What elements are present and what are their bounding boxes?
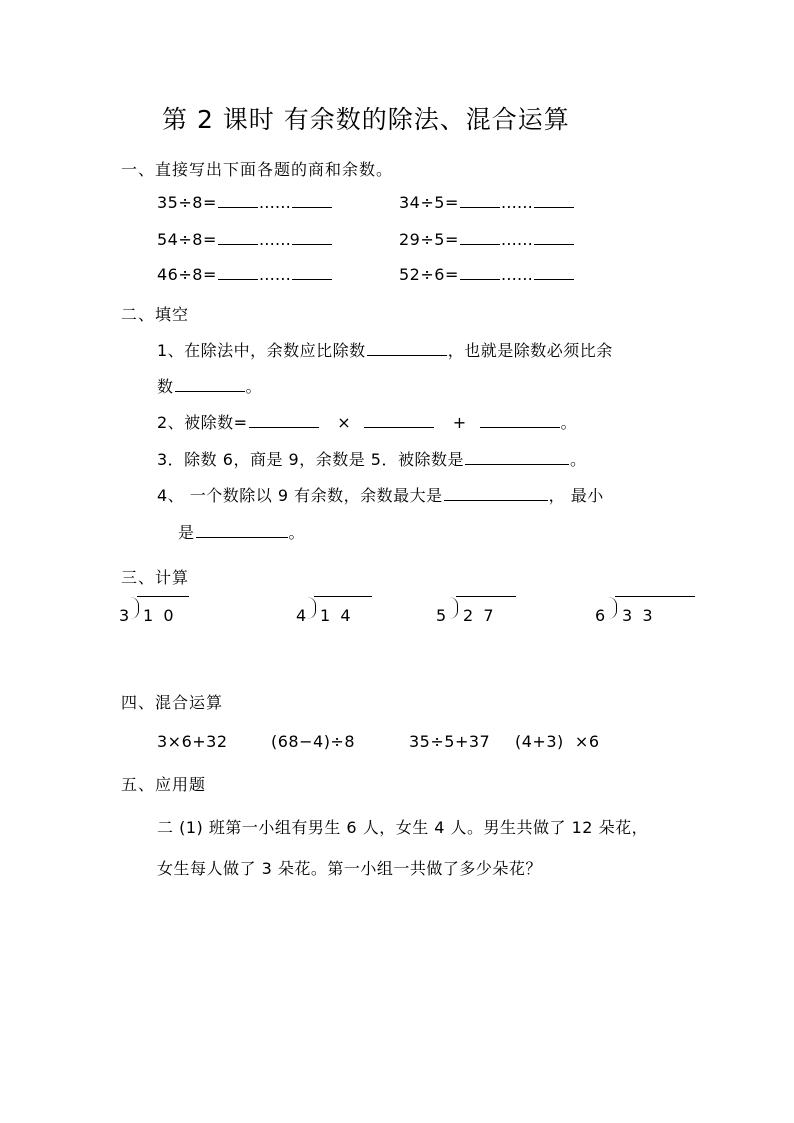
section-4-heading: 四、混合运算 (121, 693, 224, 712)
mixed-expression: (4+3) ×6 (515, 732, 600, 751)
mixed-expression: (68−4)÷8 (271, 732, 356, 751)
question-text: 。 (245, 377, 263, 396)
answer-blank[interactable] (196, 523, 288, 538)
remainder-blank[interactable] (534, 265, 574, 280)
long-division (119, 596, 199, 626)
dividend: 1 4 (320, 606, 351, 625)
question-text: 2、被除数= (157, 413, 248, 432)
section-3-heading: 三、计算 (121, 568, 190, 587)
quotient-item (157, 193, 333, 212)
division-bar (314, 596, 372, 597)
question-text: ，也就是除数必须比余 (447, 341, 613, 360)
question-text: 1、在除法中，余数应比除数 (157, 341, 366, 360)
quotient-item (157, 265, 333, 284)
dots: …… (258, 265, 291, 284)
division-bracket (307, 597, 316, 619)
remainder-blank[interactable] (292, 265, 332, 280)
remainder-blank[interactable] (292, 230, 332, 245)
question-text: ， 最小 (548, 486, 604, 505)
question-text: 。 (569, 450, 587, 469)
long-division (436, 596, 526, 626)
remainder-blank[interactable] (534, 193, 574, 208)
question-text: 。 (560, 413, 578, 432)
word-problem-line: 女生每人做了 3 朵花。第一小组一共做了多少朵花？ (157, 859, 542, 878)
fill-question-4 (157, 483, 604, 506)
fill-question-2 (157, 410, 577, 433)
division-bracket (130, 597, 139, 619)
page-title: 第 2 课时 有余数的除法、混合运算 (162, 105, 570, 134)
answer-blank[interactable] (444, 486, 548, 501)
answer-blank[interactable] (364, 413, 434, 428)
dots: …… (500, 193, 533, 212)
dividend: 1 0 (143, 606, 174, 625)
times-sign: × (337, 413, 352, 432)
division-bar (615, 596, 695, 597)
answer-blank[interactable] (480, 413, 560, 428)
division-bar (137, 596, 189, 597)
quotient-item (399, 230, 575, 249)
word-problem-line: 二 (1) 班第一小组有男生 6 人，女生 4 人。男生共做了 12 朵花， (157, 818, 649, 837)
dividend: 2 7 (463, 606, 494, 625)
question-text: 3．除数 6，商是 9，余数是 5．被除数是 (157, 450, 464, 469)
divisor: 5 (436, 606, 447, 625)
division-bracket (608, 597, 617, 619)
expression: 46÷8= (157, 265, 217, 284)
question-text: 是 (178, 523, 195, 542)
division-bracket (449, 597, 458, 619)
expression: 29÷5= (399, 230, 459, 249)
question-text: 数 (157, 377, 174, 396)
dots: …… (500, 265, 533, 284)
mixed-expression: 3×6+32 (157, 732, 228, 751)
long-division (296, 596, 386, 626)
dividend: 3 3 (622, 606, 653, 625)
fill-question-1-cont (157, 374, 262, 397)
expression: 52÷6= (399, 265, 459, 284)
expression: 54÷8= (157, 230, 217, 249)
answer-blank[interactable] (175, 377, 245, 392)
answer-blank[interactable] (249, 413, 319, 428)
expression: 35÷8= (157, 193, 217, 212)
answer-blank[interactable] (218, 193, 258, 208)
divisor: 3 (119, 606, 130, 625)
long-division (595, 596, 695, 626)
dots: …… (258, 193, 291, 212)
fill-question-3 (157, 447, 587, 470)
section-1-heading: 一、直接写出下面各题的商和余数。 (121, 160, 394, 179)
answer-blank[interactable] (460, 193, 500, 208)
answer-blank[interactable] (367, 341, 447, 356)
quotient-item (157, 230, 333, 249)
remainder-blank[interactable] (534, 230, 574, 245)
plus-sign: + (452, 413, 467, 432)
fill-question-4-cont (178, 520, 305, 543)
answer-blank[interactable] (465, 450, 569, 465)
answer-blank[interactable] (218, 265, 258, 280)
quotient-item (399, 265, 575, 284)
dots: …… (258, 230, 291, 249)
section-5-heading: 五、应用题 (121, 775, 207, 794)
answer-blank[interactable] (460, 230, 500, 245)
question-text: 4、 一个数除以 9 有余数，余数最大是 (157, 486, 443, 505)
mixed-expression: 35÷5+37 (409, 732, 491, 751)
division-bar (456, 596, 516, 597)
question-text: 。 (288, 523, 306, 542)
expression: 34÷5= (399, 193, 459, 212)
divisor: 4 (296, 606, 307, 625)
dots: …… (500, 230, 533, 249)
quotient-item (399, 193, 575, 212)
divisor: 6 (595, 606, 606, 625)
remainder-blank[interactable] (292, 193, 332, 208)
fill-question-1 (157, 338, 613, 361)
section-2-heading: 二、填空 (121, 305, 190, 324)
answer-blank[interactable] (218, 230, 258, 245)
answer-blank[interactable] (460, 265, 500, 280)
